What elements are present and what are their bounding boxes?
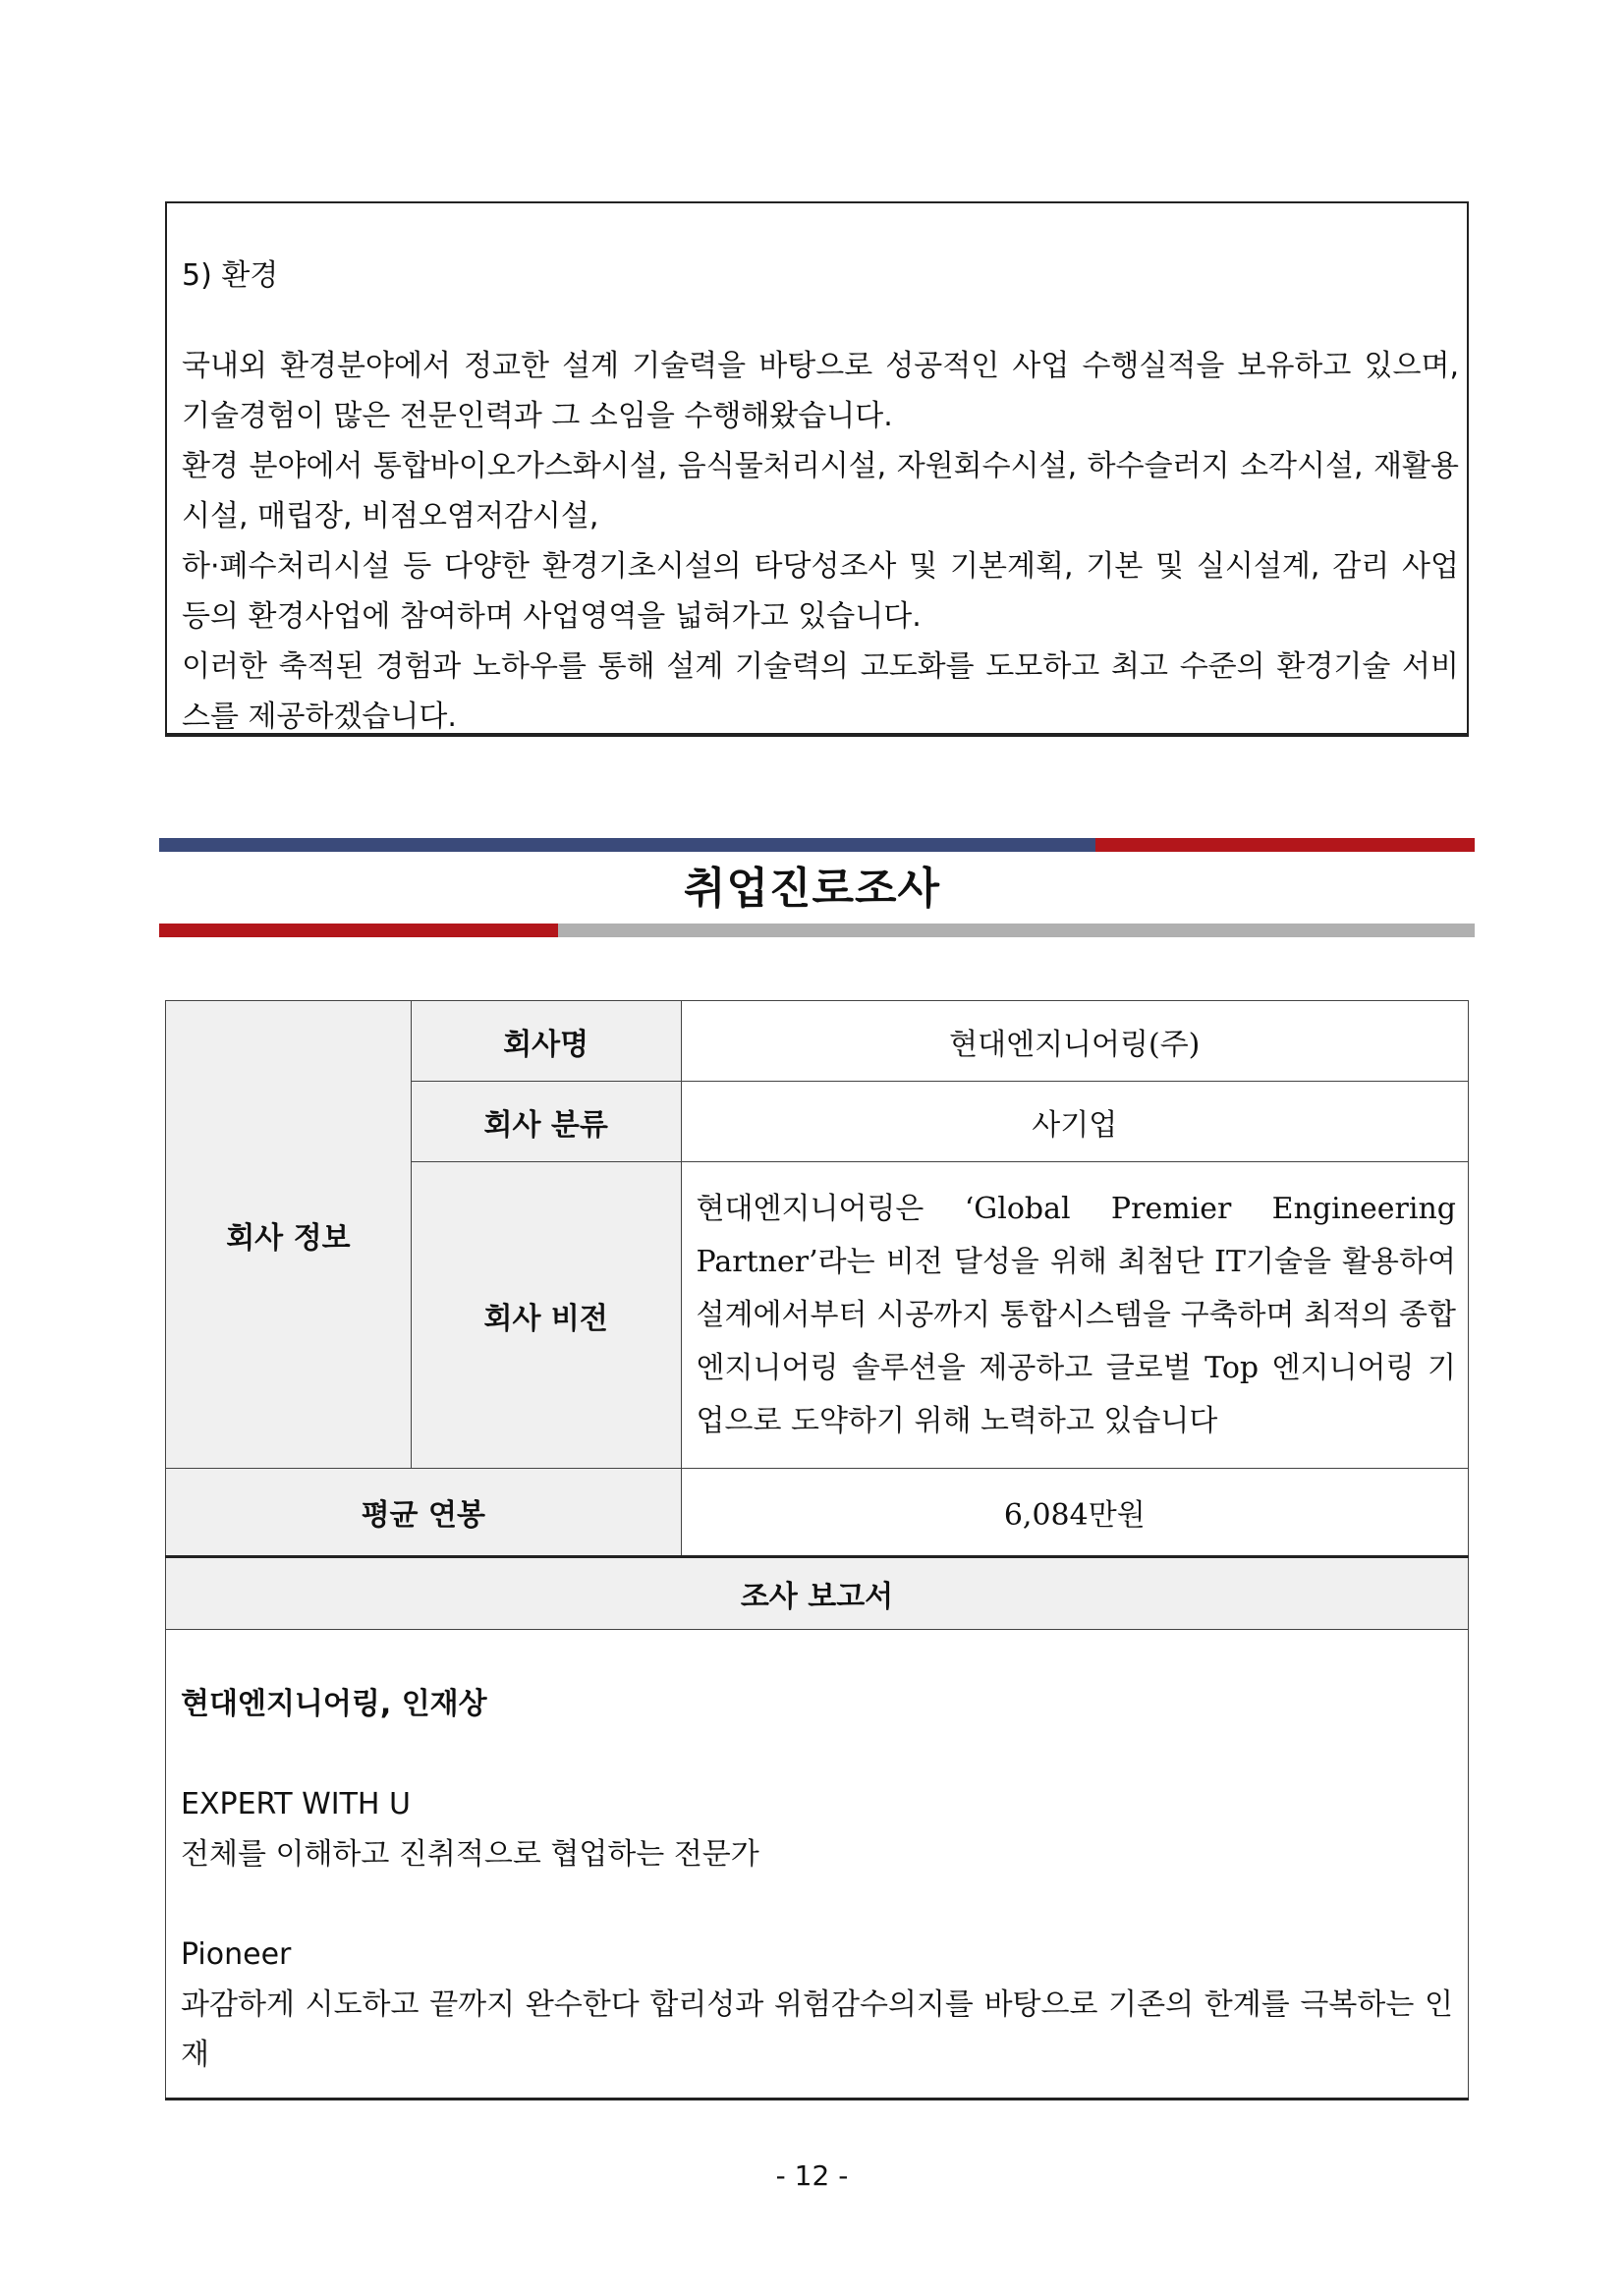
company-vision-label: 회사 비전 [411,1162,681,1469]
average-salary-value: 6,084만원 [681,1469,1468,1557]
talent-item-name: Pioneer [181,1937,292,1972]
bottom-bar-gray [558,924,1475,937]
environment-heading: 5) 환경 [182,258,279,293]
report-title: 현대엔지니어링, 인재상 [181,1687,487,1721]
average-salary-label: 평균 연봉 [166,1469,682,1557]
talent-item-name: EXPERT WITH U [181,1787,411,1821]
top-bar-red [1095,838,1475,852]
talent-item-description: 전체를 이해하고 진취적으로 협업하는 전문가 [181,1837,759,1872]
environment-paragraph: 국내외 환경분야에서 정교한 설계 기술력을 바탕으로 성공적인 사업 수행실적을 보유하고 있으며, 기술경험이 많은 전문인력과 그 소임을 수행해왔습니다. [182,349,1459,433]
talent-item-description: 과감하게 시도하고 끝까지 완수한다 합리성과 위험감수의지를 바탕으로 기존의 한계를 극복하는 인재 [181,1988,1453,2072]
top-bar-navy [159,838,1095,852]
report-header: 조사 보고서 [166,1557,1469,1630]
company-type-label: 회사 분류 [411,1082,681,1162]
page-number: - 12 - [775,2159,849,2192]
company-info-table [165,1000,1469,2100]
environment-paragraph: 환경 분야에서 통합바이오가스화시설, 음식물처리시설, 자원회수시설, 하수슬러지 소각시설, 재활용시설, 매립장, 비점오염저감시설, [182,449,1459,533]
report-body [166,1630,1469,2100]
section-title: 취업진로조사 [683,864,941,914]
bottom-bar-red [159,924,558,937]
company-info-label: 회사 정보 [166,1001,412,1469]
company-name-value: 현대엔지니어링(주) [681,1001,1468,1082]
environment-body [182,341,1459,742]
environment-paragraph: 이러한 축적된 경험과 노하우를 통해 설계 기술력의 고도화를 도모하고 최고 수준의 환경기술 서비스를 제공하겠습니다. [182,649,1459,734]
environment-section [165,201,1469,737]
company-name-label: 회사명 [411,1001,681,1082]
environment-paragraph: 하·폐수처리시설 등 다양한 환경기초시설의 타당성조사 및 기본계획, 기본 및 실시설계, 감리 사업 등의 환경사업에 참여하며 사업영역을 넓혀가고 있습니다. [182,549,1459,634]
company-type-value: 사기업 [681,1082,1468,1162]
company-vision-value: 현대엔지니어링은 ‘Global Premier Engineering Partner’라는 비전 달성을 위해 최첨단 IT기술을 활용하여 설계에서부터 시공까지 통합시스템을 구축하며 최적의 종합엔지니어링 솔루션을 제공하고 글로벌 Top 엔지니어링 기업으로 도약하기 위해 노력하고 있습니다 [681,1162,1468,1469]
